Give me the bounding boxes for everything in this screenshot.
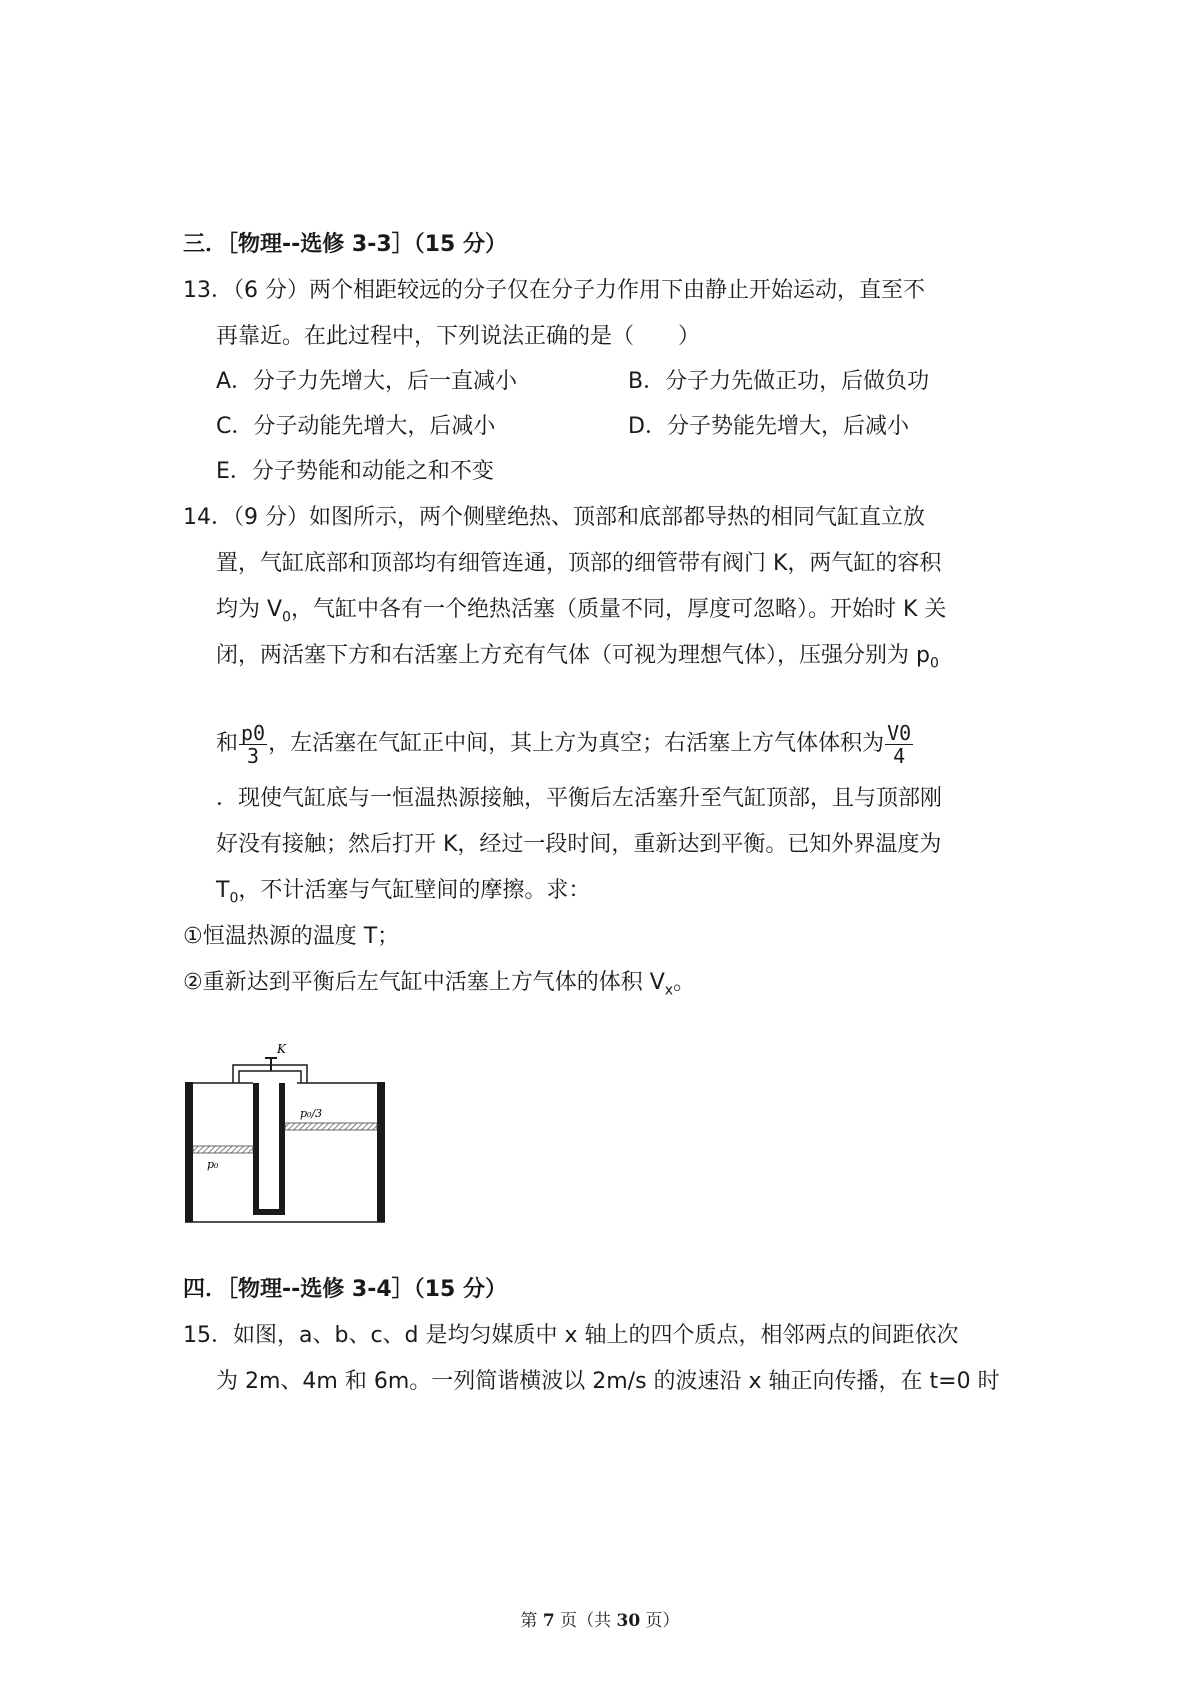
left-piston xyxy=(193,1146,253,1153)
q13-line-1: 13．（6 分）两个相距较远的分子仅在分子力作用下由静止开始运动，直至不 xyxy=(183,278,925,303)
q13-option-b: B．分子力先做正功，后做负功 xyxy=(628,369,930,394)
q14-line-8-post: ，不计活塞与气缸壁间的摩擦。求： xyxy=(238,878,591,903)
fraction-v0-over-4 xyxy=(885,722,913,767)
q14-subquestion-2-pre: ②重新达到平衡后左气缸中活塞上方气体的体积 V xyxy=(183,970,665,995)
q14-subquestion-2-post: 。 xyxy=(673,970,696,995)
section-3-title: 三．［物理--选修 3-3］（15 分） xyxy=(183,232,507,257)
u-tube-left-wall xyxy=(253,1083,259,1215)
q15-line-1: 15．如图，a、b、c、d 是均匀媒质中 x 轴上的四个质点，相邻两点的间距依次 xyxy=(183,1323,959,1348)
q14-line-3 xyxy=(216,595,946,632)
fraction-2-numerator: V0 xyxy=(887,720,912,745)
q14-line-4 xyxy=(216,641,939,678)
q14-subquestion-2-sub: x xyxy=(664,982,674,999)
footer-page-number: 7 xyxy=(542,1611,555,1631)
page-footer xyxy=(0,1606,1200,1631)
q13-option-e: E．分子势能和动能之和不变 xyxy=(216,459,494,484)
fraction-2-denominator: 4 xyxy=(893,743,906,768)
q14-line-4-sub: 0 xyxy=(929,655,939,672)
q14-line-3-pre: 均为 V xyxy=(216,597,283,622)
footer-post: 页） xyxy=(640,1611,680,1631)
q14-subquestion-1: ①恒温热源的温度 T； xyxy=(183,924,400,949)
left-cylinder-outer-wall xyxy=(185,1082,193,1222)
q14-line-6: ．现使气缸底与一恒温热源接触，平衡后左活塞升至气缸顶部，且与顶部刚 xyxy=(216,786,943,811)
right-pressure-label: p₀/3 xyxy=(300,1107,323,1120)
cylinder-diagram xyxy=(185,1040,385,1225)
q14-line-7: 好没有接触；然后打开 K，经过一段时间，重新达到平衡。已知外界温度为 xyxy=(216,832,942,857)
q13-line-2: 再靠近。在此过程中，下列说法正确的是（ ） xyxy=(216,324,701,349)
q13-option-a: A．分子力先增大，后一直减小 xyxy=(216,369,518,394)
footer-mid: 页（共 xyxy=(554,1611,617,1631)
right-cylinder-outer-wall xyxy=(377,1082,385,1222)
u-tube-right-wall xyxy=(279,1083,285,1215)
q14-line-8-pre: T xyxy=(216,878,230,903)
q14-line-5-mid: ，左活塞在气缸正中间，其上方为真空；右活塞上方气体体积为 xyxy=(268,731,885,756)
q14-line-3-post: ，气缸中各有一个绝热活塞（质量不同，厚度可忽略）。开始时 K 关 xyxy=(290,597,947,622)
q14-line-5 xyxy=(216,720,914,768)
valve-label: K xyxy=(277,1042,286,1056)
fraction-1-denominator: 3 xyxy=(247,743,260,768)
q15-line-2: 为 2m、4m 和 6m。一列简谐横波以 2m/s 的波速沿 x 轴正向传播，在 t=0 时 xyxy=(216,1369,1000,1394)
q13-option-d: D．分子势能先增大，后减小 xyxy=(628,414,909,439)
q14-line-8-sub: 0 xyxy=(229,890,239,907)
footer-pre: 第 xyxy=(520,1611,543,1631)
top-connecting-tube-inner xyxy=(239,1071,301,1083)
q14-line-1: 14．（9 分）如图所示，两个侧壁绝热、顶部和底部都导热的相同气缸直立放 xyxy=(183,505,925,530)
q14-line-4-pre: 闭，两活塞下方和右活塞上方充有气体（可视为理想气体），压强分别为 p xyxy=(216,643,930,668)
right-piston xyxy=(285,1123,377,1130)
u-tube-bottom xyxy=(253,1209,285,1215)
footer-total-pages: 30 xyxy=(616,1611,641,1631)
q14-line-8 xyxy=(216,876,590,913)
q14-line-2: 置，气缸底部和顶部均有细管连通，顶部的细管带有阀门 K，两气缸的容积 xyxy=(216,551,942,576)
fraction-1-numerator: p0 xyxy=(241,720,266,745)
fraction-p0-over-3 xyxy=(239,722,267,767)
q14-subquestion-2 xyxy=(183,968,695,1005)
q13-option-c: C．分子动能先增大，后减小 xyxy=(216,414,496,439)
left-pressure-label: p₀ xyxy=(207,1158,219,1171)
q14-line-3-sub: 0 xyxy=(282,609,291,626)
q14-line-5-pre: 和 xyxy=(216,731,239,756)
section-4-title: 四．［物理--选修 3-4］（15 分） xyxy=(183,1277,507,1302)
